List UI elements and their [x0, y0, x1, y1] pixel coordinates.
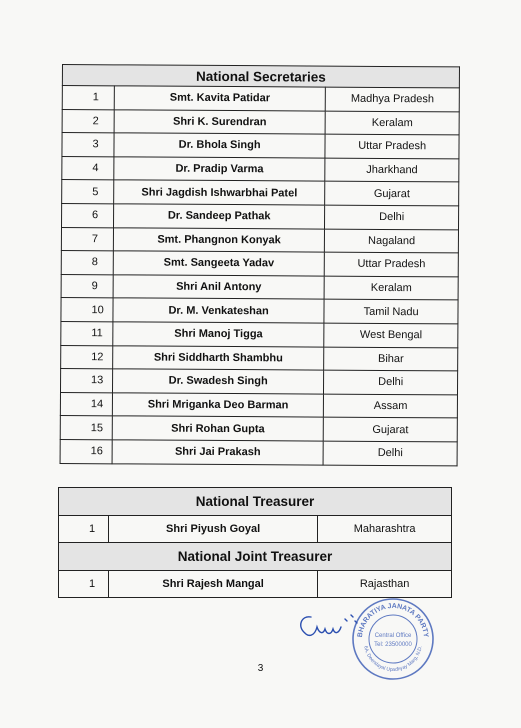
member-name: Dr. M. Venkateshan	[113, 298, 325, 323]
member-state: West Bengal	[324, 323, 458, 347]
member-name: Shri K. Surendran	[114, 109, 326, 134]
serial-number: 1	[59, 571, 109, 598]
treasurer-table	[58, 487, 452, 598]
member-name: Shri Piyush Goyal	[108, 516, 317, 543]
member-state: Tamil Nadu	[324, 299, 458, 323]
table-row	[60, 416, 457, 442]
member-name: Shri Jai Prakash	[112, 440, 324, 465]
member-name: Dr. Pradip Varma	[114, 157, 326, 182]
member-state: Delhi	[325, 205, 459, 229]
section-heading: National Secretaries	[62, 65, 459, 88]
table-row	[60, 439, 457, 465]
member-name: Dr. Sandeep Pathak	[113, 204, 325, 229]
table-header-row	[59, 543, 452, 571]
table-row	[60, 369, 457, 395]
section-heading: National Joint Treasurer	[59, 543, 452, 571]
serial-number: 13	[60, 369, 112, 393]
serial-number: 3	[62, 133, 114, 157]
table-row	[61, 274, 458, 300]
member-state: Jharkhand	[325, 158, 459, 182]
serial-number: 6	[62, 203, 114, 227]
table-header-row	[59, 488, 452, 516]
member-state: Uttar Pradesh	[325, 134, 459, 158]
serial-number: 16	[60, 439, 112, 463]
stamp-inner-line2: Tel: 23500000	[374, 642, 412, 648]
serial-number: 10	[61, 298, 113, 322]
national-secretaries-table	[60, 64, 460, 466]
member-state: Rajasthan	[318, 571, 452, 598]
serial-number: 11	[61, 321, 113, 345]
member-state: Delhi	[323, 441, 457, 465]
table-row	[60, 392, 457, 418]
table-row	[61, 345, 458, 371]
member-state: Uttar Pradesh	[325, 252, 459, 276]
serial-number: 12	[61, 345, 113, 369]
member-name: Shri Rajesh Mangal	[108, 571, 317, 598]
serial-number: 2	[62, 109, 114, 133]
serial-number: 5	[62, 180, 114, 204]
member-state: Bihar	[324, 347, 458, 371]
serial-number: 4	[62, 156, 114, 180]
member-name: Shri Mriganka Deo Barman	[112, 393, 324, 418]
table-row	[62, 86, 459, 112]
member-name: Dr. Bhola Singh	[114, 133, 326, 158]
member-name: Shri Manoj Tigga	[113, 322, 325, 347]
serial-number: 7	[61, 227, 113, 251]
member-state: Madhya Pradesh	[326, 87, 460, 111]
serial-number: 8	[61, 251, 113, 275]
member-state: Assam	[324, 394, 458, 418]
section-heading: National Treasurer	[59, 488, 452, 516]
stamp-bottom-text: 6A, Deendayal Upadhyay Marg, N.D.	[362, 645, 424, 674]
member-name: Smt. Kavita Patidar	[114, 86, 326, 111]
serial-number: 1	[59, 516, 109, 543]
member-name: Dr. Swadesh Singh	[112, 369, 324, 394]
table-row	[61, 251, 458, 277]
serial-number: 1	[62, 86, 114, 110]
table-row	[59, 516, 452, 543]
table-row	[62, 180, 459, 206]
member-state: Delhi	[324, 370, 458, 394]
serial-number: 9	[61, 274, 113, 298]
member-state: Keralam	[325, 111, 459, 135]
member-state: Gujarat	[325, 181, 459, 205]
table-row	[59, 571, 452, 598]
member-state: Maharashtra	[318, 516, 452, 543]
table-header-row	[62, 65, 459, 88]
member-name: Shri Rohan Gupta	[112, 416, 324, 441]
member-state: Keralam	[324, 276, 458, 300]
table-row	[62, 203, 459, 229]
table-row	[61, 227, 458, 253]
member-name: Shri Siddharth Shambhu	[113, 345, 325, 370]
member-name: Shri Anil Antony	[113, 275, 325, 300]
table-row	[62, 156, 459, 182]
member-state: Gujarat	[324, 417, 458, 441]
table-row	[61, 321, 458, 347]
table-row	[62, 133, 459, 159]
serial-number: 15	[60, 416, 112, 440]
member-name: Shri Jagdish Ishwarbhai Patel	[114, 180, 326, 205]
page-number: 3	[257, 663, 264, 674]
stamp-inner-line1: Central Office	[374, 633, 412, 639]
member-state: Nagaland	[325, 229, 459, 253]
table-row	[61, 298, 458, 324]
member-name: Smt. Sangeeta Yadav	[113, 251, 325, 276]
serial-number: 14	[60, 392, 112, 416]
member-name: Smt. Phangnon Konyak	[113, 227, 325, 252]
stamp-outer-text: BHARATIYA JANATA PARTY	[356, 602, 430, 638]
table-row	[62, 109, 459, 135]
